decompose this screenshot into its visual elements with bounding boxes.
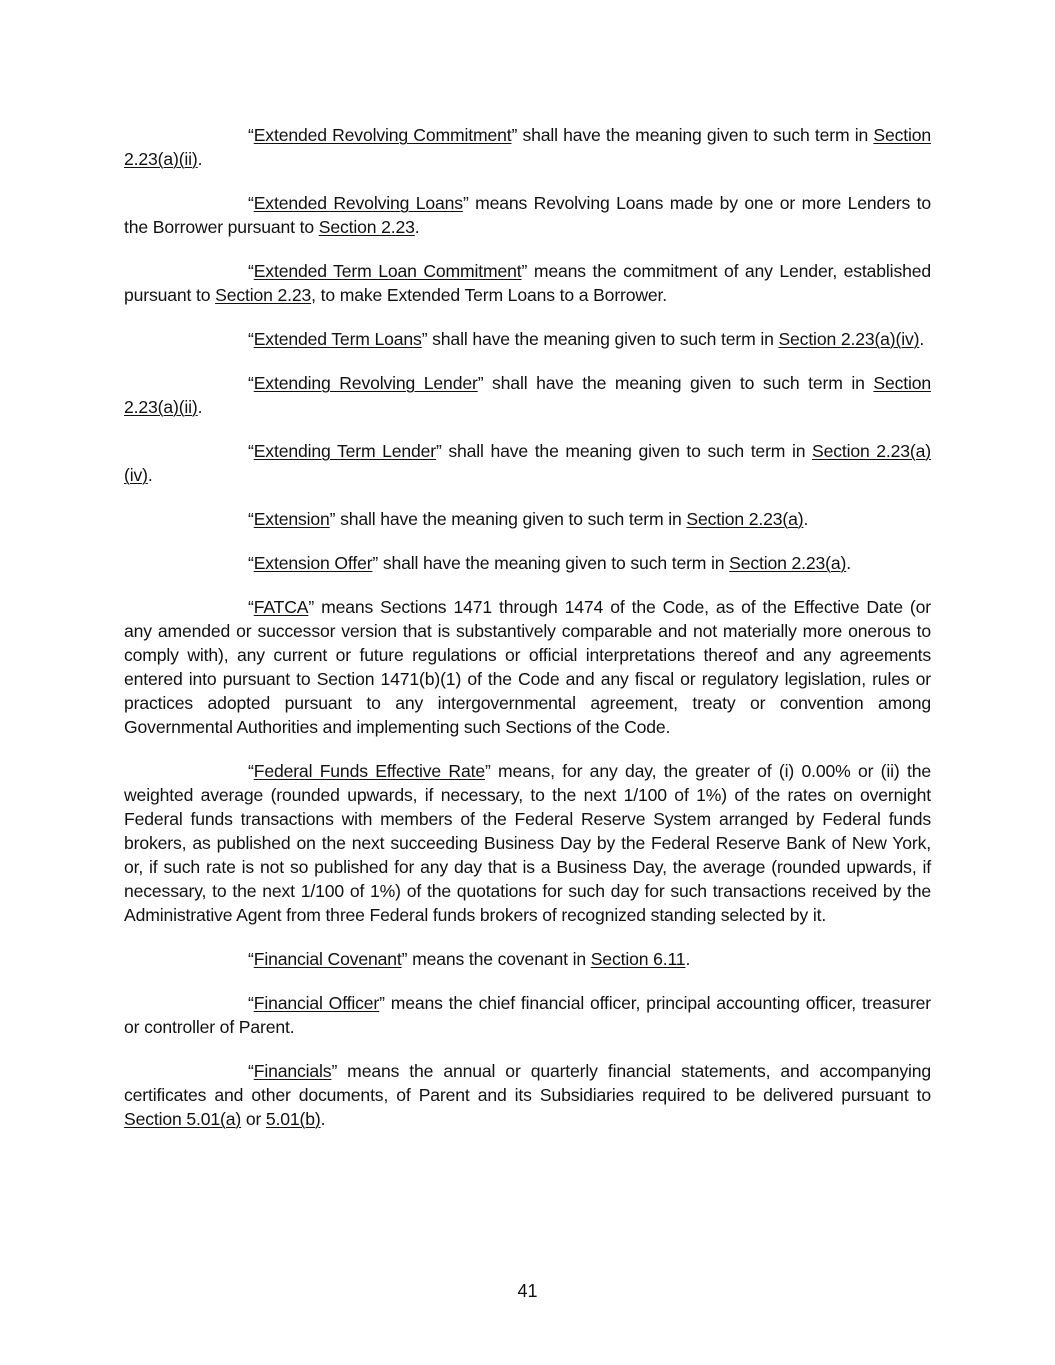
defined-term: Extension Offer [253,553,373,573]
section-reference: Section 2.23(a)(ii) [124,373,932,417]
defined-term: Extended Term Loan Commitment [253,261,522,281]
definition-federal-funds-effective-rate: “Federal Funds Effective Rate” means, for any day, the greater of (i) 0.00% or (ii) the weighted average (rounded upwards, if necessary, to the next 1/100 of 1%) of the rates on overnight Federal funds transactions with members of the Federal Reserve System arranged by Federal funds brokers, as published on the next succeeding Business Day by the Federal Reserve Bank of New York, or, if such rate is not so published for any day that is a Business Day, the average (rounded upwards, if necessary, to the next 1/100 of 1%) of the quotations for such day for such transactions received by the Administrative Agent from three Federal funds brokers of recognized standing selected by it. [124,761,931,925]
definition-fatca: “FATCA” means Sections 1471 through 1474 of the Code, as of the Effective Date (or any amended or successor version that is substantively comparable and not materially more onerous to comply with), any current or future regulations or official interpretations thereof and any agreements entered into pursuant to Section 1471(b)(1) of the Code and any fiscal or regulatory legislation, rules or practices adopted pursuant to any intergovernmental agreement, treaty or convention among Governmental Authorities and implementing such Sections of the Code. [124,597,931,737]
definition-financials: “Financials” means the annual or quarterly financial statements, and accompanying certificates and other documents, of Parent and its Subsidiaries required to be delivered pursuant to Section 5.01(a) or 5.01(b). [124,1061,931,1129]
section-reference: Section 2.23(a) [686,509,804,529]
defined-term: FATCA [253,597,309,617]
section-reference: Section 6.11 [590,949,686,969]
definition-extension-offer: “Extension Offer” shall have the meaning given to such term in Section 2.23(a). [248,553,851,573]
defined-term: Financials [253,1061,332,1081]
defined-term: Federal Funds Effective Rate [253,761,485,781]
defined-term: Extending Term Lender [253,441,437,461]
section-reference: Section 2.23(a)(iv) [778,329,920,349]
definition-extension: “Extension” shall have the meaning given to such term in Section 2.23(a). [248,509,809,529]
defined-term: Financial Covenant [253,949,402,969]
document-body [124,123,931,1131]
defined-term: Extended Revolving Commitment [253,125,512,145]
definition-extended-term-loan-commitment: “Extended Term Loan Commitment” means the commitment of any Lender, established pursuant to Section 2.23, to make Extended Term Loans to a Borrower. [124,261,931,305]
defined-term: Financial Officer [253,993,380,1013]
page-number: 41 [517,1281,538,1301]
section-reference: Section 2.23(a) [729,553,847,573]
section-reference: Section 2.23 [318,217,415,237]
definition-financial-officer: “Financial Officer” means the chief financial officer, principal accounting officer, treasurer or controller of Parent. [124,993,931,1037]
definition-financial-covenant: “Financial Covenant” means the covenant in Section 6.11. [248,949,691,969]
definition-extending-term-lender: “Extending Term Lender” shall have the meaning given to such term in Section 2.23(a)(iv). [124,441,931,485]
section-reference: Section 5.01(a) [124,1109,242,1129]
defined-term: Extended Revolving Loans [253,193,463,213]
defined-term: Extended Term Loans [253,329,422,349]
section-reference: 5.01(b) [265,1109,321,1129]
section-reference: Section 2.23(a)(ii) [124,125,931,169]
defined-term: Extension [253,509,330,529]
definition-extending-revolving-lender: “Extending Revolving Lender” shall have the meaning given to such term in Section 2.23(a)(ii). [124,373,932,417]
defined-term: Extending Revolving Lender [253,373,478,393]
section-reference: Section 2.23(a)(iv) [124,441,931,485]
section-reference: Section 2.23 [215,285,312,305]
definition-extended-revolving-loans: “Extended Revolving Loans” means Revolving Loans made by one or more Lenders to the Borrower pursuant to Section 2.23. [124,193,931,237]
definition-extended-term-loans: “Extended Term Loans” shall have the meaning given to such term in Section 2.23(a)(iv). [248,329,925,349]
definition-extended-revolving-commitment: “Extended Revolving Commitment” shall have the meaning given to such term in Section 2.23(a)(ii). [124,125,931,169]
